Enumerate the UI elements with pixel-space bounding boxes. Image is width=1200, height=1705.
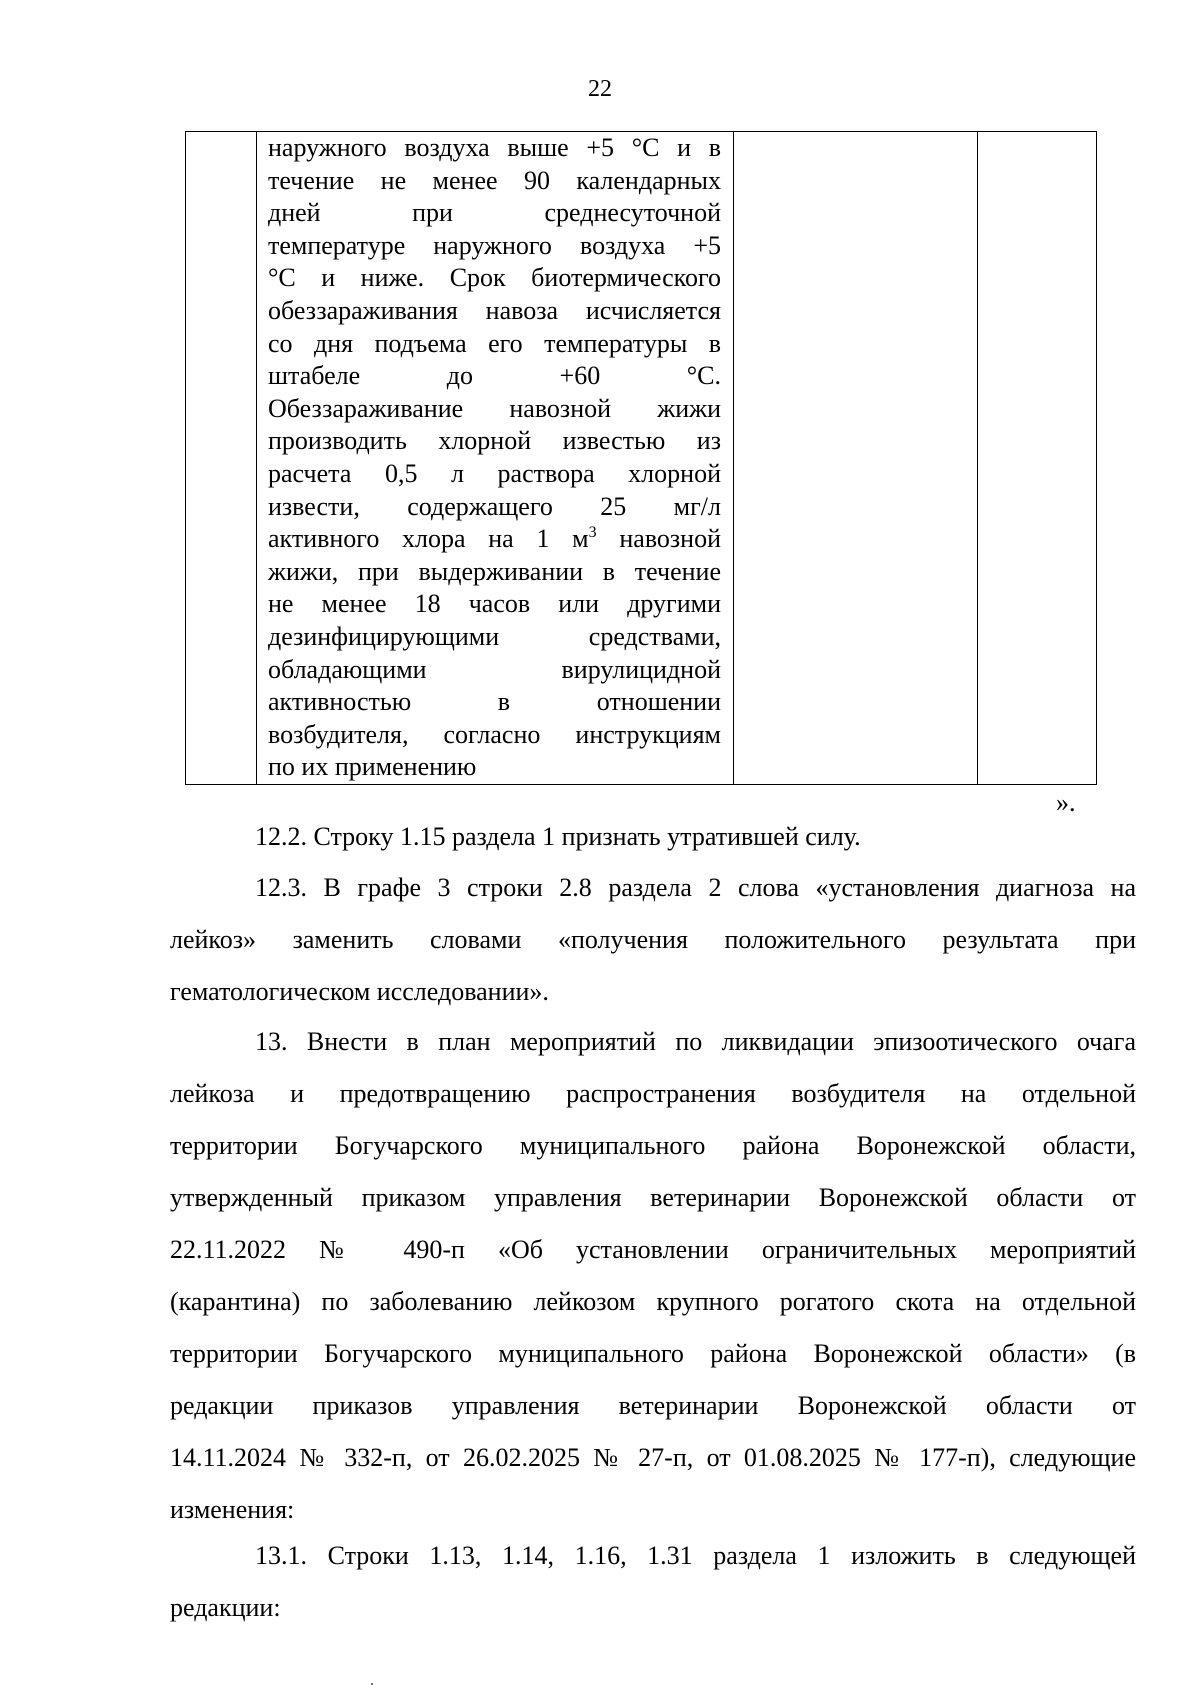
text-fragment: активного хлора на 1 м [268, 524, 589, 554]
text-line: расчета 0,5 л раствора хлорной [268, 458, 721, 488]
paragraph-line: 12.2. Строку 1.15 раздела 1 признать утратившей силу. [255, 822, 861, 851]
paragraph-12-2 [170, 811, 1136, 863]
paragraph-line: 13. Внести в план мероприятий по ликвидации эпизоотического очага [255, 1027, 1136, 1056]
text-line: дезинфицирующими средствами, [268, 621, 721, 651]
table-row [186, 132, 1097, 785]
text-line: температуре наружного воздуха +5 [268, 230, 721, 260]
text-line: активностью в отношении [268, 687, 721, 717]
text-line: штабеле до +60 °С. [268, 361, 721, 391]
paragraph-line: редакции приказов управления ветеринарии Воронежской области от [170, 1391, 1136, 1420]
text-line: возбудителя, согласно инструкциям [268, 719, 721, 749]
text-line: наружного воздуха выше +5 °С и в [268, 133, 721, 162]
text-line: не менее 18 часов или другими [268, 589, 721, 619]
table-cell-empty [978, 132, 1097, 785]
text-line: обеззараживания навоза исчисляется [268, 295, 721, 325]
text-line: по их применению [268, 752, 477, 782]
superscript-cubic: 3 [588, 524, 597, 542]
text-line-superscript [268, 523, 721, 556]
paragraph-line: 13.1. Строки 1.13, 1.14, 1.16, 1.31 раздела 1 изложить в следующей [255, 1541, 1136, 1570]
paragraph-line: гематологическом исследовании». [170, 977, 549, 1006]
table-cell-number [186, 132, 257, 785]
measures-text [257, 132, 733, 784]
scan-speck [371, 1683, 373, 1685]
paragraph-line: территории Богучарского муниципального района Воронежской области» (в [170, 1339, 1136, 1368]
paragraph-line: 22.11.2022 № 490-п «Об установлении ограничительных мероприятий [170, 1235, 1136, 1264]
paragraph-13-1 [170, 1530, 1136, 1634]
text-line: производить хлорной известью из [268, 426, 721, 456]
text-fragment: навозной [619, 524, 722, 554]
paragraph-line: утвержденный приказом управления ветеринарии Воронежской области от [170, 1183, 1136, 1212]
text-line: °С и ниже. Срок биотермического [268, 263, 721, 293]
text-line: извести, содержащего 25 мг/л [268, 491, 721, 521]
text-line: Обеззараживание навозной жижи [268, 393, 721, 423]
paragraph-line: лейкоза и предотвращению распространения возбудителя на отдельной [170, 1079, 1136, 1108]
paragraph-line: изменения: [170, 1495, 295, 1524]
table-cell-empty [734, 132, 978, 785]
page-number: 22 [588, 76, 612, 102]
paragraph-line: территории Богучарского муниципального района Воронежской области, [170, 1131, 1136, 1160]
continuation-table [185, 131, 1097, 785]
text-line: со дня подъема его температуры в [268, 328, 721, 358]
table-cell-measures [257, 132, 734, 785]
paragraph-12-3 [170, 862, 1136, 1018]
text-line: дней при среднесуточной [268, 198, 721, 228]
paragraph-line: лейкоз» заменить словами «получения положительного результата при [170, 925, 1136, 954]
text-line: обладающими вирулицидной [268, 654, 721, 684]
paragraph-line: 14.11.2024 № 332-п, от 26.02.2025 № 27-п, от 01.08.2025 № 177-п), следующие [170, 1443, 1136, 1472]
paragraph-line: редакции: [170, 1593, 281, 1622]
paragraph-line: (карантина) по заболеванию лейкозом крупного рогатого скота на отдельной [170, 1287, 1136, 1316]
text-line: жижи, при выдерживании в течение [268, 556, 721, 586]
text-line: течение не менее 90 календарных [268, 165, 721, 195]
paragraph-line: 12.3. В графе 3 строки 2.8 раздела 2 слова «установления диагноза на [255, 873, 1136, 902]
paragraph-13 [170, 1016, 1136, 1536]
closing-quote: ». [1056, 788, 1076, 817]
